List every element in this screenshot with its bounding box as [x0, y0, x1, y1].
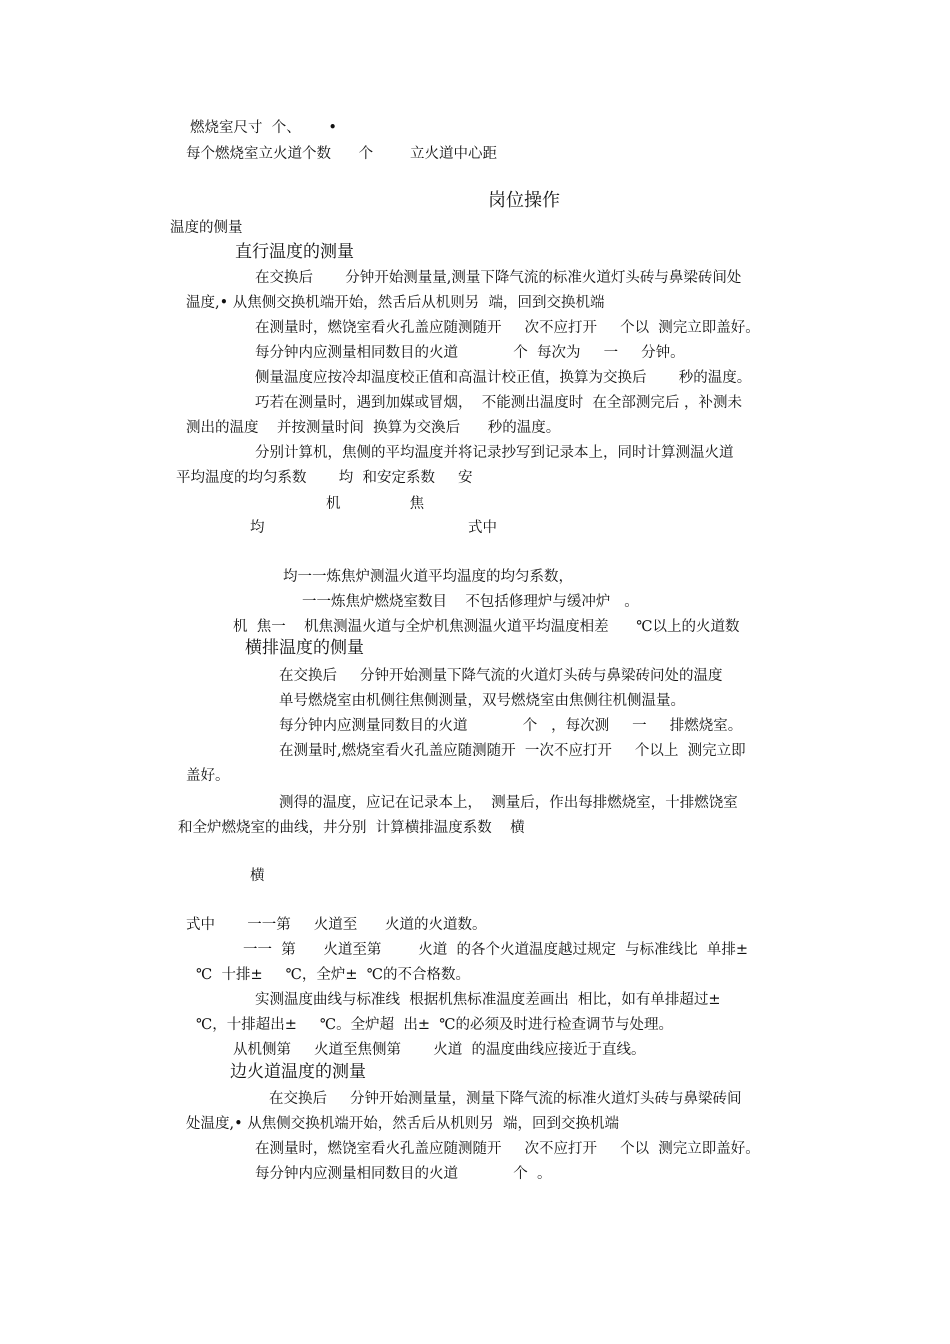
s3-para-2: 在测量时，燃饶室看火孔盖应随测随开 次不应打开 个以 测完立即盖好。: [255, 1141, 760, 1157]
heading-horizontal-temperature: 横排温度的侧量: [245, 638, 364, 658]
s1-para-2: 在测量时，燃饶室看火孔盖应随测随开 次不应打开 个以 测完立即盖好。: [255, 320, 760, 336]
s1-para-6a: 分别计算机，焦侧的平均温度并将记录抄写到记录本上，同时计算测温火道: [255, 445, 734, 461]
s2-explain-2: 一一 第 火道至第 火道 的各个火道温度越过规定 与标准线比 单排±: [243, 942, 749, 958]
s2-explain-5: ℃，十排超出± ℃。全炉超 出± ℃的必须及时进行检查调节与处理。: [196, 1017, 673, 1033]
heading-direct-temperature: 直行温度的测量: [235, 242, 354, 262]
s1-para-4: 侧量温度应按冷却温度校正值和高温计校正值，换算为交换后 秒的温度。: [255, 370, 752, 386]
s2-explain-4: 实测温度曲线与标准线 根据机焦标准温度差画出 相比，如有单排超过±: [255, 992, 721, 1008]
s1-definition-3: 机 焦一 机焦测温火道与全炉机焦测温火道平均温度相差 ℃以上的火道数: [233, 619, 740, 635]
header-line-1: 燃烧室尺寸 个、 •: [190, 120, 337, 136]
heading-edge-flue-temperature: 边火道温度的测量: [230, 1062, 366, 1082]
s1-definition-2: 一一炼焦炉燃烧室数目 不包括修理炉与缓冲炉 。: [302, 594, 639, 610]
s1-definition-1: 均一一炼焦炉测温火道平均温度的均匀系数，: [283, 569, 573, 585]
s1-formula-label-2b: 式中: [468, 520, 497, 536]
s1-para-1b: 温度,• 从焦侧交换机端开始，然舌后从机则另 端，回到交换机端: [186, 295, 605, 311]
s2-explain-6: 从机侧第 火道至焦侧第 火道 的温度曲线应接近于直线。: [233, 1042, 646, 1058]
section-title: 岗位操作: [488, 190, 560, 211]
s3-para-1a: 在交换后 分钟开始测量量，测量下降气流的标准火道灯头砖与鼻梁砖间: [269, 1091, 742, 1107]
s3-para-3: 每分钟内应测量相同数目的火道 个 。: [255, 1166, 552, 1182]
s1-para-5a: 巧若在测量时，遇到加媒或冒烟， 不能测出温度时 在全部测完后 ，补测未: [255, 395, 743, 411]
s2-formula-label: 横: [250, 868, 265, 884]
s2-para-5b: 和全炉燃烧室的曲线，井分别 计算横排温度系数 横: [178, 820, 525, 836]
header-line-2: 每个燃烧室立火道个数 个 立火道中心距: [186, 146, 498, 162]
s1-para-5b: 测出的温度 并按测量时间 换算为交渙后 秒的温度。: [186, 420, 561, 436]
s1-para-1a: 在交换后 分钟开始测量量,测量下降气流的标准火道灯头砖与鼻梁砖间处: [255, 270, 742, 286]
s3-para-1b: 处温度,• 从焦侧交换机端开始，然舌后从机则另 端，回到交换机端: [186, 1116, 619, 1132]
s1-formula-label-1: 机 焦: [326, 496, 425, 512]
s2-para-2: 单号燃烧室由机侧往焦侧测量，双号燃烧室由焦侧往机侧温量。: [279, 693, 685, 709]
section-subtitle: 温度的侧量: [170, 220, 243, 236]
s2-para-4b: 盖好。: [186, 768, 230, 784]
s2-explain-3: ℃ 十排± ℃，全炉± ℃的不合格数。: [196, 967, 470, 983]
s2-para-5a: 测得的温度，应记在记录本上， 测量后，作出每排燃烧室，十排燃饶室: [279, 795, 738, 811]
s1-formula-label-2a: 均: [250, 520, 265, 536]
s2-para-3: 每分钟内应测量同数目的火道 个 ，每次测 一 排燃烧室。: [279, 718, 743, 734]
s2-para-1: 在交换后 分钟开始测量下降气流的火道灯头砖与鼻梁砖问处的温度: [279, 668, 723, 684]
s1-para-3: 每分钟内应测量相同数目的火道 个 每次为 一 分钟。: [255, 345, 685, 361]
s2-para-4a: 在测量时,燃烧室看火孔盖应随测随开 一次不应打开 个以上 测完立即: [279, 743, 746, 759]
s1-para-6b: 平均温度的均匀系数 均 和安定系数 安: [176, 470, 473, 486]
s2-explain-1: 式中 一一第 火道至 火道的火道数。: [186, 917, 487, 933]
